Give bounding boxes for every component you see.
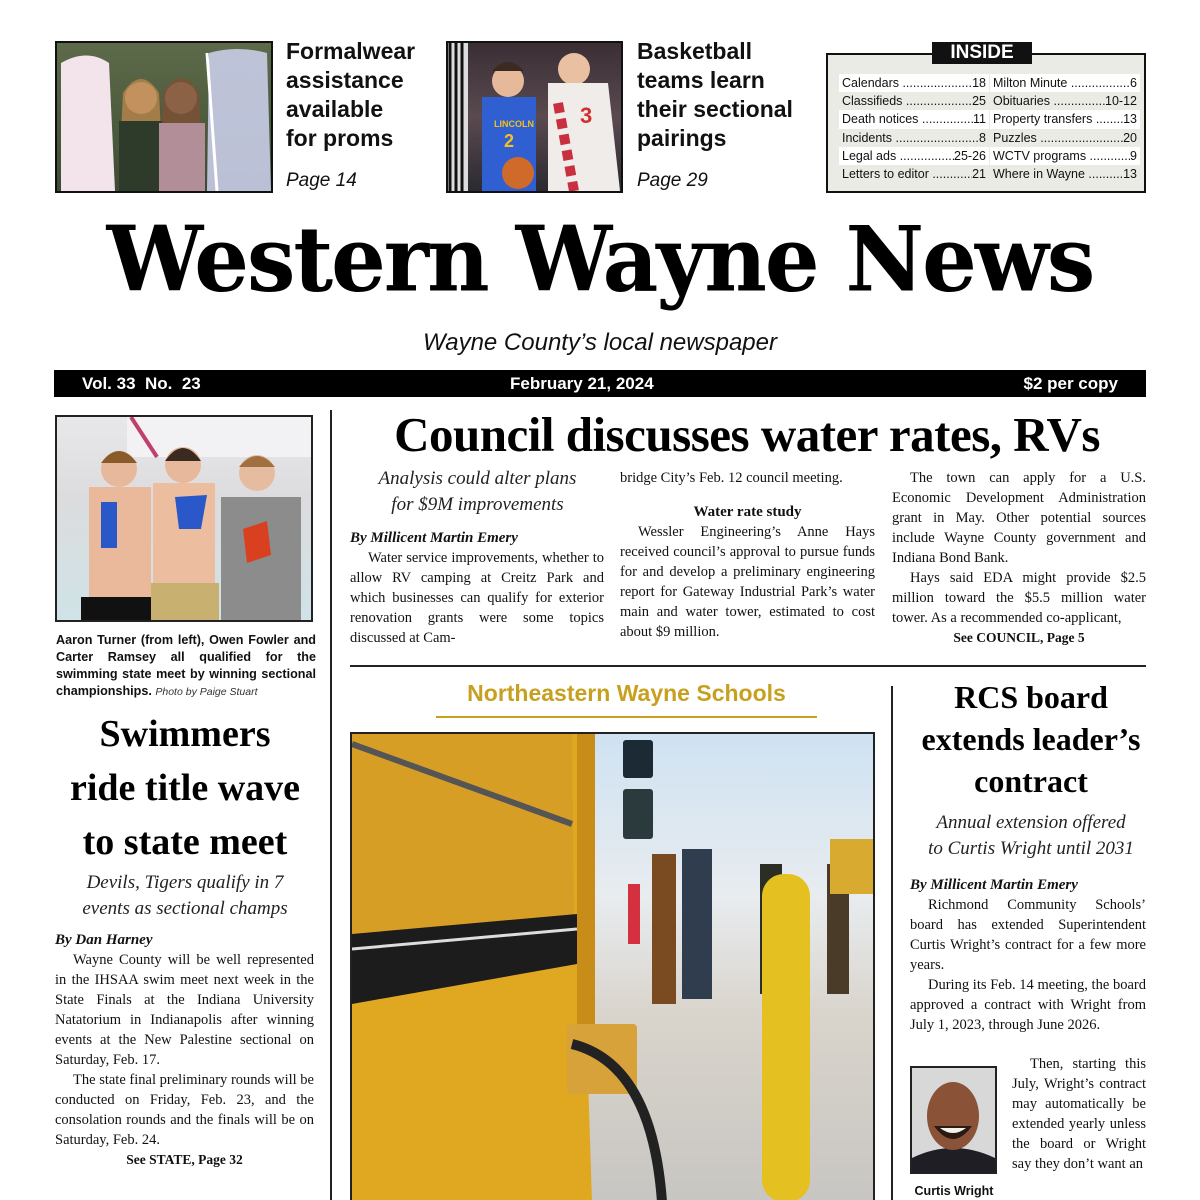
basketball-illustration (448, 43, 621, 191)
teaser-photo-basketball[interactable] (446, 41, 623, 193)
swimmers-story: By Dan Harney Wayne County will be well represented in the IHSAA swim meet next week in the State Finals at the Indiana University Natatorium in Indianapolis after winning events at the New Palestine sectional on Saturday, Feb. 17. The state final preliminary rounds will be conducted on Friday, Feb. 23, and the consolation rounds and the finals will be on Saturday, Feb. 24. See STATE, Page 32 (55, 930, 314, 1170)
teaser-headline-basketball[interactable]: Basketball teams learn their sectional pairings (637, 38, 793, 151)
column-divider-left (330, 410, 332, 1200)
schools-section-underline (436, 716, 817, 718)
dateline-bar (54, 370, 1146, 397)
inside-item[interactable]: Property transfers ..... 13 (990, 110, 1140, 128)
svg-text:3: 3 (580, 103, 593, 128)
inside-item[interactable]: Legal ads ..... 25-26 (839, 147, 989, 165)
section-divider (350, 665, 1146, 667)
inside-item[interactable]: Death notices ..... 11 (839, 110, 989, 128)
inside-item[interactable]: Milton Minute ..... 6 (990, 74, 1140, 92)
school-bus-photo[interactable] (350, 732, 875, 1200)
swimmers-headline[interactable]: Swimmers ride title wave to state meet (69, 713, 301, 863)
swimmers-jump-link[interactable]: See STATE, Page 32 (126, 1152, 243, 1167)
council-subhead: Water rate study (693, 504, 802, 520)
inside-item[interactable]: Letters to editor ..... 21 (839, 165, 989, 183)
inside-item[interactable]: Obituaries ..... 10-12 (990, 92, 1140, 110)
council-column-2: bridge City’s Feb. 12 council meeting. Water rate study Wessler Engineering’s Anne Hays received council’s approval to pursue funds for and develop a preliminary engineering report for Gateway Industrial Park’s water main and water tower, estimated to cost about $9 million. (620, 470, 875, 640)
teaser-page-basketball[interactable]: Page 29 (637, 170, 708, 191)
column-divider-right (891, 686, 893, 1200)
inside-item[interactable]: Puzzles ..... 20 (990, 129, 1140, 147)
swimmers-deck: Devils, Tigers qualify in 7 events as sectional champs (82, 872, 288, 919)
council-column-1: By Millicent Martin Emery Water service improvements, whether to allow RV camping at Creitz Park and which businesses can qualify for exterior renovation grants were some topics discussed at Cam- (350, 530, 604, 646)
swimmers-photo[interactable] (55, 415, 313, 622)
council-deck: Analysis could alter plans for $9M improvements (378, 468, 577, 515)
issue-date: February 21, 2024 (510, 374, 654, 393)
council-headline[interactable]: Council discusses water rates, RVs (394, 407, 1100, 462)
rcs-deck: Annual extension offered to Curtis Wright until 2031 (928, 812, 1134, 859)
teaser-headline-formalwear[interactable]: Formalwear assistance available for proms (286, 38, 416, 151)
svg-text:LINCOLN: LINCOLN (494, 119, 534, 129)
mugshot-caption: Curtis Wright (914, 1184, 994, 1198)
council-byline: By Millicent Martin Emery (350, 530, 518, 546)
rcs-headline[interactable]: RCS board extends leader’s contract (921, 679, 1141, 799)
inside-item[interactable]: Classifieds ..... 25 (839, 92, 989, 110)
price: $2 per copy (1023, 374, 1118, 393)
inside-index-right (990, 74, 1140, 183)
rcs-byline: By Millicent Martin Emery (910, 877, 1078, 893)
swimmers-illustration (57, 417, 311, 620)
council-jump-link[interactable]: See COUNCIL, Page 5 (953, 630, 1085, 645)
teaser-page-formalwear[interactable]: Page 14 (286, 170, 357, 191)
curtis-wright-mugshot[interactable] (910, 1066, 997, 1174)
inside-label: INSIDE (932, 42, 1032, 64)
newspaper-nameplate: Western Wayne News (106, 206, 1094, 313)
volume-number: Vol. 33 No. 23 (82, 374, 201, 393)
portrait-illustration (912, 1068, 995, 1172)
formalwear-illustration (57, 43, 271, 191)
tagline: Wayne County’s local newspaper (423, 329, 777, 356)
inside-item[interactable]: Where in Wayne ..... 13 (990, 165, 1140, 183)
inside-item[interactable]: WCTV programs ..... 9 (990, 147, 1140, 165)
inside-item[interactable]: Calendars ..... 18 (839, 74, 989, 92)
inside-index-left (839, 74, 989, 183)
rcs-story-wrap: Then, starting this July, Wright’s contract may automatically be extended yearly unless the board or Wright say they don’t want an (1012, 1056, 1146, 1172)
school-bus-illustration (352, 734, 873, 1200)
council-column-3: The town can apply for a U.S. Economic Development Administration grant in May. Other potential sources include Wayne County government and Indiana Bond Bank. Hays said EDA might provide $2.5 million toward the $5.5 million water tower. As a recommended co-applicant, See COUNCIL, Page 5 (892, 468, 1146, 648)
inside-item[interactable]: Incidents ..... 8 (839, 129, 989, 147)
teaser-photo-formalwear[interactable] (55, 41, 273, 193)
schools-section-label: Northeastern Wayne Schools (467, 680, 786, 706)
swimmers-byline: By Dan Harney (55, 932, 153, 948)
photo-credit: Photo by Paige Stuart (155, 686, 258, 698)
rcs-story: By Millicent Martin Emery Richmond Community Schools’ board has extended Superintendent Curtis Wright’s contract for a few more years. During its Feb. 14 meeting, the board approved a contract with Wright from July 1, 2023, through June 2026. (910, 877, 1146, 1033)
svg-text:2: 2 (504, 131, 515, 151)
swimmers-photo-caption: Aaron Turner (from left), Owen Fowler and Carter Ramsey all qualified for the swimming state meet by winning sectional championships. Photo by Paige Stuart (56, 633, 316, 698)
